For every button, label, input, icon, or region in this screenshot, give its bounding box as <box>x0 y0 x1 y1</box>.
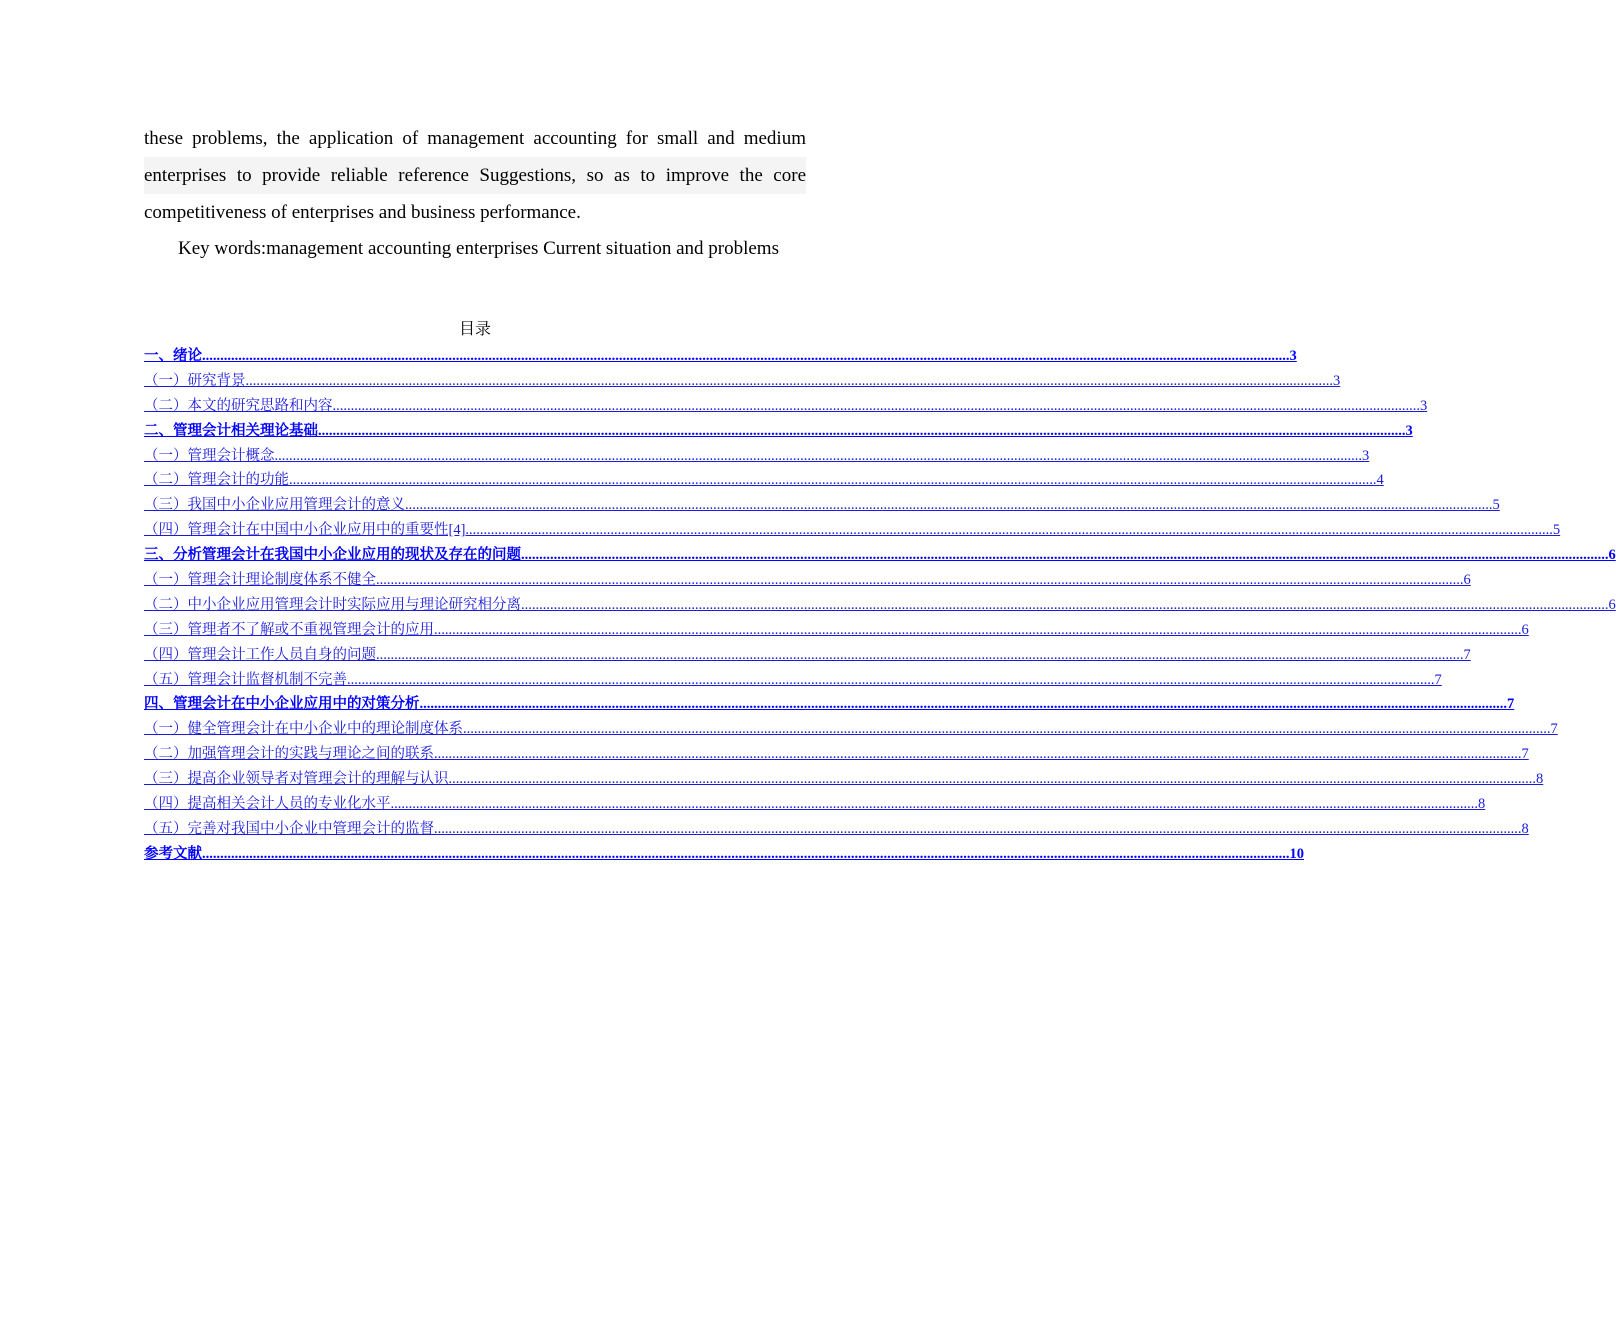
toc-entry[interactable] <box>144 792 1486 817</box>
toc-entry-label: （三）我国中小企业应用管理会计的意义 <box>144 497 405 514</box>
keywords-line: Key words:management accounting enterprises Current situation and problems <box>178 238 779 259</box>
abstract-line: competitiveness of enterprises and business performance. <box>144 202 581 223</box>
toc-leader-dots: ............................................................................................................................................................................................................................................................................................................ <box>434 746 1522 763</box>
toc-entry-page: 3 <box>1333 372 1341 389</box>
toc-leader-dots: ............................................................................................................................................................................................................................................................................................................ <box>390 796 1478 813</box>
toc-entry-label: （二）中小企业应用管理会计时实际应用与理论研究相分离 <box>144 596 521 613</box>
toc-leader-dots: ............................................................................................................................................................................................................................................................................................................ <box>465 522 1553 539</box>
toc-entry-page: 5 <box>1492 497 1500 514</box>
toc-entry[interactable] <box>144 842 1304 867</box>
toc-entry-label: 参考文献 <box>144 845 202 862</box>
toc-leader-dots: ............................................................................................................................................................................................................................................................................................................ <box>376 646 1464 663</box>
toc-entry[interactable] <box>144 643 1471 668</box>
toc-leader-dots: ............................................................................................................................................................................................................................................................................................................ <box>434 621 1522 638</box>
toc-entry-page: 5 <box>1552 522 1561 539</box>
toc-leader-dots: ............................................................................................................................................................................................................................................................................................................ <box>521 547 1609 564</box>
toc-leader-dots: ............................................................................................................................................................................................................................................................................................................ <box>376 572 1464 589</box>
table-of-contents <box>144 344 1616 867</box>
toc-leader-dots: ............................................................................................................................................................................................................................................................................................................ <box>202 845 1290 862</box>
toc-leader-dots: ............................................................................................................................................................................................................................................................................................................ <box>318 422 1406 439</box>
toc-entry[interactable] <box>144 419 1413 444</box>
toc-entry-label: （一）研究背景 <box>144 372 246 389</box>
toc-entry-label: （三）提高企业领导者对管理会计的理解与认识 <box>144 771 449 788</box>
toc-entry-page: 3 <box>1289 348 1297 364</box>
toc-leader-dots: ............................................................................................................................................................................................................................................................................................................ <box>332 397 1420 414</box>
abstract-line: enterprises to provide reliable reference Suggestions, so as to improve the core <box>144 157 806 194</box>
toc-entry-page: 7 <box>1507 696 1515 713</box>
toc-entry[interactable] <box>144 618 1529 643</box>
toc-leader-dots: ............................................................................................................................................................................................................................................................................................................ <box>274 447 1362 464</box>
toc-leader-dots: ............................................................................................................................................................................................................................................................................................................ <box>245 372 1333 389</box>
toc-entry-label: （一）管理会计概念 <box>144 447 275 464</box>
toc-entry-label: （四）管理会计工作人员自身的问题 <box>144 646 376 663</box>
toc-entry-label: 三、分析管理会计在我国中小企业应用的现状及存在的问题 <box>144 547 521 564</box>
toc-entry[interactable] <box>144 468 1384 493</box>
toc-leader-dots: ............................................................................................................................................................................................................................................................................................................ <box>463 721 1551 738</box>
toc-entry-label: 四、管理会计在中小企业应用中的对策分析 <box>144 696 420 713</box>
toc-leader-dots: ............................................................................................................................................................................................................................................................................................................ <box>405 497 1493 514</box>
toc-entry-label: 二、管理会计相关理论基础 <box>144 422 318 439</box>
toc-entry-page: 6 <box>1521 621 1529 638</box>
toc-entry-page: 8 <box>1536 771 1544 788</box>
toc-entry[interactable] <box>144 692 1515 717</box>
toc-entry-page: 3 <box>1420 397 1428 414</box>
toc-entry[interactable] <box>144 668 1442 693</box>
toc-entry-label: （五）管理会计监督机制不完善 <box>144 671 347 688</box>
abstract-line: these problems, the application of management accounting for small and medium <box>144 128 806 149</box>
toc-entry-page: 8 <box>1521 820 1529 837</box>
toc-entry-page: 7 <box>1521 746 1529 763</box>
toc-entry[interactable] <box>144 742 1529 767</box>
toc-leader-dots: ............................................................................................................................................................................................................................................................................................................ <box>448 771 1536 788</box>
toc-entry[interactable] <box>144 593 1616 618</box>
toc-leader-dots: ............................................................................................................................................................................................................................................................................................................ <box>521 596 1609 613</box>
toc-entry-label: 一、绪论 <box>144 348 202 364</box>
toc-entry[interactable] <box>144 568 1471 593</box>
toc-entry-label: （四）管理会计在中国中小企业应用中的重要性[4] <box>144 522 466 539</box>
toc-entry[interactable] <box>144 817 1529 842</box>
toc-entry-page: 7 <box>1463 646 1471 663</box>
toc-entry-label: （一）管理会计理论制度体系不健全 <box>144 572 376 589</box>
abstract-continuation <box>144 120 806 267</box>
toc-entry[interactable] <box>144 394 1428 419</box>
toc-entry-label: （一）健全管理会计在中小企业中的理论制度体系 <box>144 721 463 738</box>
toc-entry-label: （二）加强管理会计的实践与理论之间的联系 <box>144 746 434 763</box>
toc-entry[interactable] <box>144 543 1616 568</box>
toc-entry-label: （三）管理者不了解或不重视管理会计的应用 <box>144 621 434 638</box>
toc-entry[interactable] <box>144 767 1544 792</box>
toc-entry-label: （二）管理会计的功能 <box>144 472 289 489</box>
toc-entry-page: 3 <box>1405 422 1413 439</box>
toc-entry-page: 4 <box>1376 472 1384 489</box>
toc-entry[interactable] <box>144 717 1558 742</box>
toc-title: 目录 <box>458 321 491 338</box>
toc-entry-page: 7 <box>1550 721 1558 738</box>
toc-entry-page: 7 <box>1434 671 1442 688</box>
toc-entry-page: 6 <box>1463 572 1471 589</box>
toc-entry[interactable] <box>144 344 1297 369</box>
toc-entry-page: 6 <box>1608 596 1616 613</box>
toc-entry-label: （五）完善对我国中小企业中管理会计的监督 <box>144 820 434 837</box>
toc-entry-page: 3 <box>1362 447 1370 464</box>
toc-leader-dots: ............................................................................................................................................................................................................................................................................................................ <box>347 671 1435 688</box>
toc-entry[interactable] <box>144 444 1370 469</box>
toc-entry[interactable] <box>144 518 1561 543</box>
toc-leader-dots: ............................................................................................................................................................................................................................................................................................................ <box>202 348 1290 364</box>
toc-entry-page: 8 <box>1478 796 1486 813</box>
toc-entry-label: （四）提高相关会计人员的专业化水平 <box>144 796 391 813</box>
toc-leader-dots: ............................................................................................................................................................................................................................................................................................................ <box>434 820 1522 837</box>
toc-entry-label: （二）本文的研究思路和内容 <box>144 397 333 414</box>
toc-entry-page: 10 <box>1289 845 1304 862</box>
toc-entry[interactable] <box>144 493 1500 518</box>
document-page <box>144 120 1616 867</box>
toc-entry[interactable] <box>144 369 1341 394</box>
toc-leader-dots: ............................................................................................................................................................................................................................................................................................................ <box>419 696 1507 713</box>
toc-leader-dots: ............................................................................................................................................................................................................................................................................................................ <box>289 472 1377 489</box>
toc-entry-page: 6 <box>1608 547 1616 564</box>
